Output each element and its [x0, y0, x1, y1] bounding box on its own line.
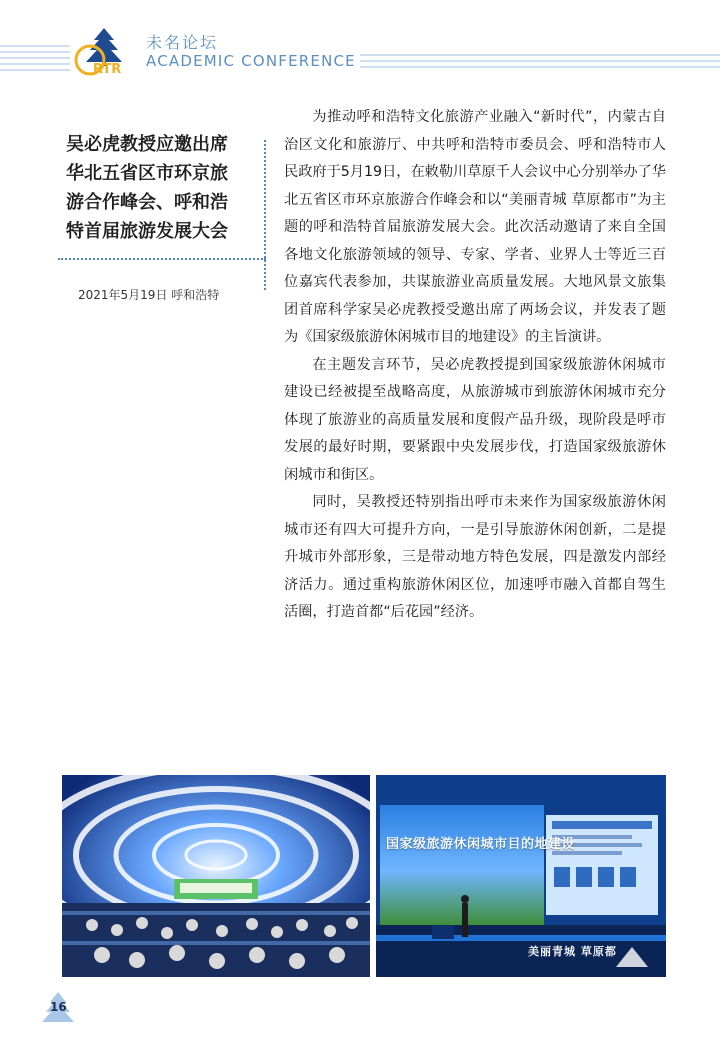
article-paragraph: 在主题发言环节，吴必虎教授提到国家级旅游休闲城市建设已经被提至战略高度，从旅游城市到旅游休闲城市充分体现了旅游业的高质量发展和度假产品升级，现阶段是呼市发展的最好时期，要紧跟中央发展步伐，打造国家级旅游休闲城市和街区。: [284, 356, 666, 483]
keynote-stage-photo: [376, 775, 666, 977]
article-paragraph: 为推动呼和浩特文化旅游产业融入“新时代”，内蒙古自治区文化和旅游厅、中共呼和浩特市委员会、呼和浩特市人民政府于5月19日，在敕勒川草原千人会议中心分别举办了华北五省区市环京旅游合作峰会和以“美丽青城 草原都市”为主题的呼和浩特首届旅游发展大会。此次活动邀请了来自全国各地文化旅游领域的领导、专家、学者、业界人士等近三百位嘉宾代表参加，共谋旅游业高质量发展。大地风景文旅集团首席科学家吴必虎教授受邀出席了两场会议，并发表了题为《国家级旅游休闲城市目的地建设》的主旨演讲。: [284, 109, 666, 345]
vertical-divider: [264, 140, 266, 290]
headline-line: 华北五省区市环京旅: [66, 163, 228, 184]
article-headline: [66, 130, 262, 246]
headline-line: 吴必虎教授应邀出席: [66, 134, 228, 155]
brand-title-en: ACADEMIC CONFERENCE: [146, 52, 356, 70]
article-paragraph: 同时，吴教授还特别指出呼市未来作为国家级旅游休闲城市还有四大可提升方向，一是引导旅游休闲创新，二是提升城市外部形象，三是带动地方特色发展，四是激发内部经济活力。通过重构旅游休闲区位，加速呼市融入首都自驾生活圈，打造首都“后花园”经济。: [284, 494, 666, 620]
screen-slogan: 美丽青城 草原都: [528, 945, 617, 958]
page-number-badge: [38, 990, 78, 1024]
logo-text: RTR: [93, 62, 122, 76]
headline-line: 特首届旅游发展大会: [66, 221, 228, 242]
dateline: 2021年5月19日 呼和浩特: [78, 288, 220, 302]
page-number: 16: [50, 1000, 67, 1014]
headline-line: 游合作峰会、呼和浩: [66, 192, 228, 213]
rtr-logo: [70, 26, 138, 76]
article-body: [284, 104, 666, 627]
brand-title-cn: 未名论坛: [146, 33, 219, 52]
dotted-divider: [58, 258, 266, 260]
screen-title: 国家级旅游休闲城市目的地建设: [386, 837, 576, 852]
page-header: [0, 0, 720, 80]
conference-hall-photo: [62, 775, 370, 977]
